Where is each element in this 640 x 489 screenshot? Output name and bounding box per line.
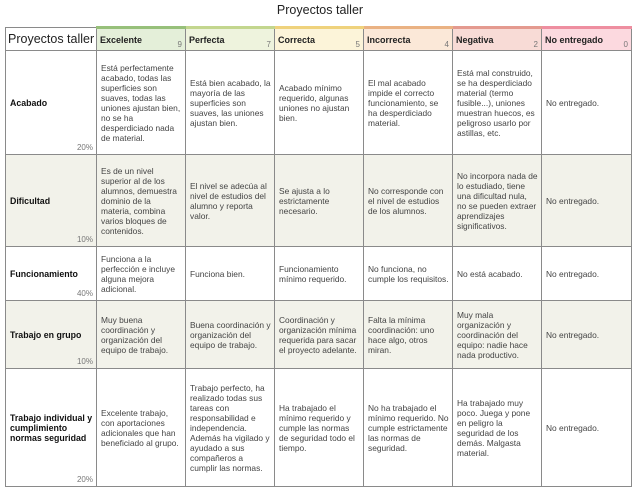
level-points: 7: [266, 40, 271, 49]
rubric-cell: Funciona a la perfección e incluye alguna mejora adicional.: [97, 247, 186, 301]
criterion-row-acabado: [6, 51, 632, 155]
criterion-label: Trabajo en grupo: [10, 329, 82, 340]
level-points: 9: [177, 40, 182, 49]
criterion-weight: 10%: [76, 357, 93, 366]
level-header-excelente: [97, 28, 186, 51]
criterion-weight: 20%: [76, 143, 93, 152]
level-label: Perfecta: [189, 34, 225, 45]
corner-label: Proyectos taller: [6, 28, 97, 51]
level-label: Negativa: [456, 34, 494, 45]
rubric-cell: Coordinación y organización mínima requerida para sacar el proyecto adelante.: [275, 301, 364, 369]
rubric-cell: Funciona bien.: [186, 247, 275, 301]
rubric-cell: No entregado.: [542, 51, 632, 155]
rubric-cell: Es de un nivel superior al de los alumnos, demuestra dominio de la materia, combina varios bloques de contenidos.: [97, 155, 186, 247]
rubric-cell: Muy buena coordinación y organización del equipo de trabajo.: [97, 301, 186, 369]
criterion-row-funcionamiento: [6, 247, 632, 301]
rubric-cell: Funcionamiento mínimo requerido.: [275, 247, 364, 301]
criterion-row-trabajo-individual: [6, 369, 632, 487]
criterion-name: [6, 369, 97, 487]
rubric-cell: Ha trabajado muy poco. Juega y pone en peligro la seguridad de los demás. Malgasta material.: [453, 369, 542, 487]
criterion-label: Acabado: [10, 97, 48, 108]
rubric-cell: Acabado mínimo requerido, algunas uniones no ajustan bien.: [275, 51, 364, 155]
level-label: Correcta: [278, 34, 316, 45]
rubric-cell: No ha trabajado el mínimo requerido. No cumple estrictamente las normas de seguridad.: [364, 369, 453, 487]
criterion-weight: 10%: [76, 235, 93, 244]
criterion-name: [6, 301, 97, 369]
criterion-weight: 40%: [76, 289, 93, 298]
criterion-label: Funcionamiento: [10, 268, 78, 279]
level-header-perfecta: [186, 28, 275, 51]
level-points: 4: [444, 40, 449, 49]
rubric-cell: No entregado.: [542, 247, 632, 301]
rubric-cell: Buena coordinación y organización del equipo de trabajo.: [186, 301, 275, 369]
rubric-cell: Ha trabajado el mínimo requerido y cumple las normas de seguridad todo el tiempo.: [275, 369, 364, 487]
level-points: 2: [533, 40, 538, 49]
rubric-cell: No funciona, no cumple los requisitos.: [364, 247, 453, 301]
criterion-label: Trabajo individual y cumplimiento normas seguridad: [10, 412, 93, 443]
criterion-name: [6, 247, 97, 301]
level-label: Excelente: [100, 34, 143, 45]
rubric-cell: El mal acabado impide el correcto funcionamiento, se ha desperdiciado material.: [364, 51, 453, 155]
rubric-cell: No entregado.: [542, 155, 632, 247]
rubric-cell: El nivel se adecúa al nivel de estudios del alumno y reporta valor.: [186, 155, 275, 247]
level-label: Incorrecta: [367, 34, 411, 45]
criterion-label: Dificultad: [10, 195, 51, 206]
rubric-cell: Se ajusta a lo estrictamente necesario.: [275, 155, 364, 247]
criterion-name: [6, 51, 97, 155]
rubric-cell: No corresponde con el nivel de estudios de los alumnos.: [364, 155, 453, 247]
level-points: 0: [623, 40, 628, 49]
rubric-cell: No entregado.: [542, 301, 632, 369]
rubric-cell: Está perfectamente acabado, todas las superficies son suaves, todas las uniones ajustan bien, no se ha desperdiciado nada de material.: [97, 51, 186, 155]
rubric-cell: Muy mala organización y coordinación del equipo: nadie hace nada productivo.: [453, 301, 542, 369]
criterion-row-trabajo-en-grupo: [6, 301, 632, 369]
level-header-incorrecta: [364, 28, 453, 51]
rubric-cell: No entregado.: [542, 369, 632, 487]
rubric-cell: Falta la mínima coordinación: uno hace algo, otros miran.: [364, 301, 453, 369]
criterion-row-dificultad: [6, 155, 632, 247]
header-row: [6, 28, 632, 51]
rubric-table: [5, 26, 632, 487]
level-label: No entregado: [545, 34, 604, 45]
level-header-no-entregado: [542, 28, 632, 51]
rubric-cell: No está acabado.: [453, 247, 542, 301]
rubric-cell: Trabajo perfecto, ha realizado todas sus tareas con responsabilidad e independencia. Además ha vigilado y ayudado a sus compañeros a cumplir las normas.: [186, 369, 275, 487]
level-header-correcta: [275, 28, 364, 51]
level-points: 5: [355, 40, 360, 49]
rubric-cell: No incorpora nada de lo estudiado, tiene una dificultad nula, no se pueden extraer aprendizajes significativos.: [453, 155, 542, 247]
rubric-cell: Está bien acabado, la mayoría de las superficies son suaves, las uniones ajustan bien.: [186, 51, 275, 155]
criterion-name: [6, 155, 97, 247]
level-header-negativa: [453, 28, 542, 51]
page-title: Proyectos taller: [276, 3, 364, 17]
rubric-cell: Excelente trabajo, con aportaciones adicionales que han beneficiado al grupo.: [97, 369, 186, 487]
rubric-cell: Está mal construido, se ha desperdiciado material (termo fusible...), uniones muestran huecos, es peligroso usarlo por astillas, etc.: [453, 51, 542, 155]
criterion-weight: 20%: [76, 475, 93, 484]
